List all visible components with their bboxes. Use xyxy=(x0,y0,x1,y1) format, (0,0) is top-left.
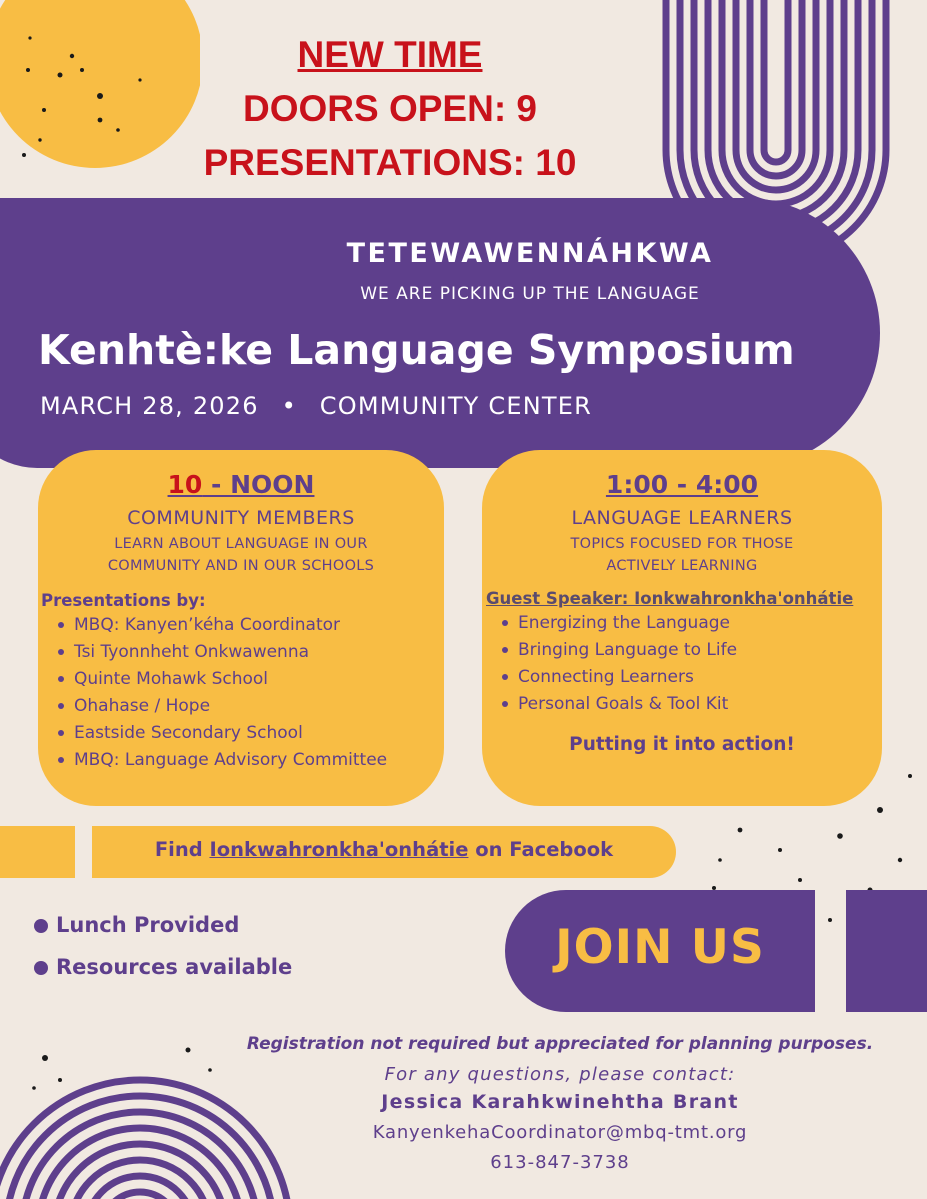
event-venue: COMMUNITY CENTER xyxy=(319,392,592,420)
afternoon-description-line: TOPICS FOCUSED FOR THOSE xyxy=(570,536,794,552)
join-us-text: JOIN US xyxy=(555,920,765,975)
morning-description-line: LEARN ABOUT LANGUAGE IN OUR xyxy=(114,536,368,552)
facebook-strip-left xyxy=(0,826,75,878)
list-item xyxy=(38,693,444,720)
notice-heading: NEW TIME xyxy=(297,34,483,75)
bullet-icon xyxy=(502,701,508,707)
list-item-label: Ohahase / Hope xyxy=(74,696,211,716)
facebook-prefix: Find xyxy=(154,838,210,861)
bullet-icon xyxy=(58,622,64,628)
presenters-heading: Presentations by: xyxy=(41,591,206,610)
bullet-icon xyxy=(34,919,48,933)
perk-label: Lunch Provided xyxy=(56,913,240,937)
presenters-list xyxy=(38,612,444,774)
morning-time-start: 10 xyxy=(167,470,203,499)
contact-email[interactable]: KanyenkehaCoordinator@mbq-tmt.org xyxy=(372,1122,748,1143)
facebook-page-link[interactable]: Ionkwahronkha'onhátie xyxy=(209,838,469,861)
guest-speaker-heading: Guest Speaker: Ionkwahronkha'onhátie xyxy=(486,589,854,608)
contact-intro: For any questions, please contact: xyxy=(384,1064,736,1085)
afternoon-session-panel xyxy=(482,450,882,806)
list-item-label: Quinte Mohawk School xyxy=(74,669,269,689)
event-name: Kenhtè:ke Language Symposium xyxy=(38,326,795,374)
bullet-icon xyxy=(502,620,508,626)
banner-title: TETEWAWENNÁHKWA xyxy=(346,238,714,269)
topics-list xyxy=(482,610,882,718)
bullet-icon xyxy=(58,703,64,709)
list-item xyxy=(38,720,444,747)
perk-label: Resources available xyxy=(56,955,293,979)
facebook-callout xyxy=(92,838,676,861)
list-item xyxy=(38,612,444,639)
list-item xyxy=(482,637,882,664)
perk-resources xyxy=(34,955,292,979)
bullet-icon xyxy=(58,649,64,655)
bullet-icon xyxy=(502,647,508,653)
morning-time xyxy=(38,470,444,499)
afternoon-time: 1:00 - 4:00 xyxy=(605,470,759,499)
afternoon-closing: Putting it into action! xyxy=(569,734,795,755)
bullet-icon xyxy=(34,961,48,975)
list-item xyxy=(38,666,444,693)
afternoon-audience: LANGUAGE LEARNERS xyxy=(571,507,793,529)
doors-open-time: DOORS OPEN: 9 xyxy=(243,88,537,129)
list-item xyxy=(482,691,882,718)
facebook-suffix: on Facebook xyxy=(468,838,614,861)
contact-name: Jessica Karahkwinehtha Brant xyxy=(381,1091,739,1113)
morning-audience: COMMUNITY MEMBERS xyxy=(127,507,355,529)
morning-description xyxy=(38,533,444,577)
separator-dot: • xyxy=(281,392,297,420)
list-item xyxy=(38,747,444,774)
morning-session-panel xyxy=(38,450,444,806)
time-change-notice xyxy=(150,28,630,190)
list-item-label: Energizing the Language xyxy=(518,613,730,633)
list-item-label: Bringing Language to Life xyxy=(518,640,738,660)
list-item-label: MBQ: Kanyen’kéha Coordinator xyxy=(74,615,340,635)
presentations-time: PRESENTATIONS: 10 xyxy=(203,142,577,183)
event-date: MARCH 28, 2026 xyxy=(40,392,259,420)
morning-description-line: COMMUNITY AND IN OUR SCHOOLS xyxy=(107,558,375,574)
list-item-label: Personal Goals & Tool Kit xyxy=(518,694,729,714)
bullet-icon xyxy=(58,757,64,763)
afternoon-description xyxy=(482,533,882,577)
list-item-label: Connecting Learners xyxy=(518,667,694,687)
list-item xyxy=(482,610,882,637)
afternoon-description-line: ACTIVELY LEARNING xyxy=(606,558,758,574)
banner-subtitle: WE ARE PICKING UP THE LANGUAGE xyxy=(360,284,700,304)
event-date-venue xyxy=(40,392,592,420)
registration-note: Registration not required but appreciated for planning purposes. xyxy=(246,1034,874,1054)
bullet-icon xyxy=(58,730,64,736)
list-item-label: Eastside Secondary School xyxy=(74,723,303,743)
perk-lunch xyxy=(34,913,239,937)
join-us-side-block xyxy=(846,890,927,1012)
morning-time-end: - NOON xyxy=(202,470,315,499)
list-item xyxy=(482,664,882,691)
bullet-icon xyxy=(58,676,64,682)
contact-phone[interactable]: 613-847-3738 xyxy=(490,1152,630,1173)
bullet-icon xyxy=(502,674,508,680)
list-item xyxy=(38,639,444,666)
list-item-label: MBQ: Language Advisory Committee xyxy=(74,750,388,770)
list-item-label: Tsi Tyonnheht Onkwawenna xyxy=(74,642,310,662)
